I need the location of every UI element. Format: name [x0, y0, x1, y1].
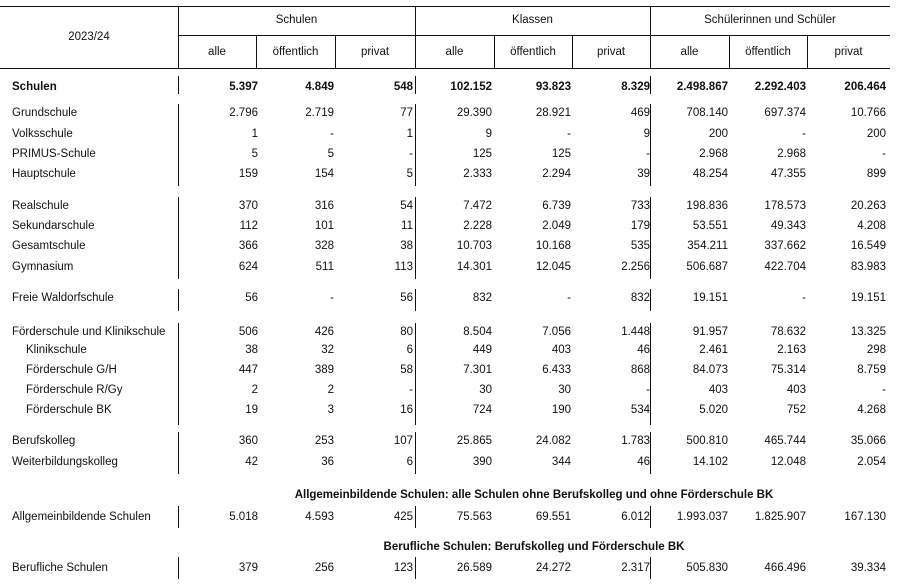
table-cell: -	[882, 148, 886, 160]
table-cell: 48.254	[692, 168, 728, 180]
subheader-klassen-oeffentlich: öffentlich	[510, 46, 556, 58]
row-label: Gesamtschule	[12, 240, 86, 252]
table-cell: 54	[400, 200, 413, 212]
table-cell: 449	[472, 344, 492, 356]
table-cell: 24.272	[535, 562, 571, 574]
table-cell: 20.263	[850, 200, 886, 212]
table-cell: 7.472	[463, 200, 492, 212]
table-cell: 328	[314, 240, 334, 252]
table-cell: -	[646, 384, 650, 396]
table-cell: -	[330, 128, 334, 140]
year-label: 2023/24	[68, 31, 110, 43]
table-cell: 422.704	[764, 261, 806, 273]
row-label: Sekundarschule	[12, 220, 95, 232]
table-cell: 5	[251, 148, 258, 160]
row-label: Förderschule R/Gy	[26, 384, 123, 396]
table-cell: 19.151	[692, 292, 728, 304]
table-cell: 6.739	[542, 200, 571, 212]
table-cell: 154	[314, 168, 334, 180]
block-divider	[650, 432, 651, 474]
block-divider	[650, 557, 651, 579]
table-cell: 624	[238, 261, 258, 273]
block-divider	[415, 104, 416, 186]
table-cell: 10.766	[850, 107, 886, 119]
table-cell: 2.163	[777, 344, 806, 356]
table-cell: 178.573	[764, 200, 806, 212]
subheader-klassen-alle: alle	[445, 46, 464, 58]
header-bottom-rule	[0, 68, 890, 69]
table-cell: 465.744	[764, 435, 806, 447]
subheader-schueler-privat: privat	[834, 46, 863, 58]
block-divider	[178, 104, 179, 186]
table-cell: 752	[786, 404, 806, 416]
table-cell: 1	[251, 128, 258, 140]
table-cell: 19	[245, 404, 258, 416]
table-cell: -	[802, 128, 806, 140]
table-cell: 125	[551, 148, 571, 160]
table-cell: 198.836	[686, 200, 728, 212]
block-divider	[650, 289, 651, 311]
table-cell: 733	[630, 200, 650, 212]
table-cell: -	[409, 148, 413, 160]
table-cell: 354.211	[687, 240, 728, 252]
table-cell: 2.292.403	[754, 81, 806, 93]
table-cell: 2.461	[699, 344, 728, 356]
table-cell: 4.268	[857, 404, 886, 416]
table-cell: 200	[866, 128, 886, 140]
block-divider	[650, 506, 651, 528]
table-cell: 56	[400, 292, 413, 304]
table-cell: 16	[400, 404, 413, 416]
table-cell: 107	[393, 435, 413, 447]
subheader-klassen-privat: privat	[596, 46, 626, 58]
table-cell: 6	[406, 456, 413, 468]
block-divider	[178, 76, 179, 94]
table-cell: 447	[238, 364, 258, 376]
group-header-klassen: Klassen	[512, 14, 553, 26]
table-cell: 2.049	[542, 220, 571, 232]
table-cell: -	[567, 128, 571, 140]
table-cell: 29.390	[456, 107, 492, 119]
table-cell: 298	[866, 344, 886, 356]
table-cell: 256	[314, 562, 334, 574]
table-cell: 868	[630, 364, 650, 376]
table-cell: 39	[637, 168, 650, 180]
row-label: Gymnasium	[12, 261, 74, 273]
row-label: Klinikschule	[26, 344, 87, 356]
table-cell: 206.464	[844, 81, 886, 93]
table-cell: 506.687	[686, 261, 728, 273]
table-cell: 1.448	[621, 326, 650, 338]
table-cell: 2.498.867	[676, 81, 728, 93]
table-cell: 5.397	[229, 81, 258, 93]
table-cell: 30	[558, 384, 571, 396]
table-cell: 505.830	[686, 562, 728, 574]
table-cell: 506	[238, 326, 258, 338]
table-cell: 4.208	[857, 220, 886, 232]
block-divider	[650, 76, 651, 94]
table-cell: -	[409, 384, 413, 396]
block-divider	[178, 557, 179, 579]
block-divider	[415, 432, 416, 474]
table-cell: 2.333	[463, 168, 492, 180]
block-divider	[415, 289, 416, 311]
table-cell: 38	[400, 240, 413, 252]
row-label: Allgemeinbildende Schulen	[12, 511, 151, 523]
table-cell: 6	[406, 344, 413, 356]
table-cell: 19.151	[850, 292, 886, 304]
row-label: Volksschule	[12, 128, 73, 140]
table-cell: 56	[245, 292, 258, 304]
table-cell: 1	[406, 128, 413, 140]
table-cell: 84.073	[692, 364, 728, 376]
table-cell: 46	[637, 344, 650, 356]
group-header-schueler: Schülerinnen und Schüler	[704, 14, 836, 26]
table-cell: 78.632	[770, 326, 806, 338]
table-cell: 101	[314, 220, 334, 232]
header-top-rule	[0, 6, 890, 7]
subheader-schulen-privat: privat	[360, 46, 390, 58]
table-cell: 190	[551, 404, 571, 416]
row-label: Weiterbildungskolleg	[12, 456, 118, 468]
block-divider	[178, 506, 179, 528]
table-cell: 344	[551, 456, 571, 468]
table-cell: 58	[400, 364, 413, 376]
table-cell: 2	[251, 384, 258, 396]
row-label: Förderschule G/H	[26, 364, 117, 376]
table-cell: 832	[630, 292, 650, 304]
table-cell: 390	[472, 456, 492, 468]
table-cell: 49.343	[770, 220, 806, 232]
table-cell: -	[802, 292, 806, 304]
table-cell: 5.018	[229, 511, 258, 523]
table-cell: 10.703	[456, 240, 492, 252]
table-cell: 2.054	[857, 456, 886, 468]
table-cell: 548	[393, 81, 413, 93]
table-cell: 25.865	[456, 435, 492, 447]
row-label: Förderschule und Klinikschule	[12, 326, 166, 338]
table-cell: 113	[394, 261, 413, 273]
table-cell: 4.593	[305, 511, 334, 523]
table-cell: 899	[866, 168, 886, 180]
table-cell: 14.301	[456, 261, 492, 273]
table-cell: -	[882, 384, 886, 396]
table-cell: 389	[314, 364, 334, 376]
table-cell: 8.759	[857, 364, 886, 376]
row-label: Förderschule BK	[26, 404, 112, 416]
table-cell: 179	[630, 220, 650, 232]
block-divider	[650, 323, 651, 425]
table-cell: 2.228	[463, 220, 492, 232]
table-cell: 47.355	[770, 168, 806, 180]
table-cell: -	[330, 292, 334, 304]
table-cell: 10.168	[535, 240, 571, 252]
table-cell: 36	[321, 456, 334, 468]
row-label: Berufliche Schulen	[12, 562, 108, 574]
table-cell: -	[646, 148, 650, 160]
block-divider	[415, 506, 416, 528]
table-cell: 337.662	[764, 240, 806, 252]
table-cell: 4.849	[305, 81, 334, 93]
row-label: Freie Waldorfschule	[12, 292, 114, 304]
table-cell: 200	[708, 128, 728, 140]
table-cell: 159	[238, 168, 258, 180]
section-title-allgemeinbildend: Allgemeinbildende Schulen: alle Schulen ohne Berufskolleg und ohne Förderschule BK	[294, 489, 774, 501]
table-cell: 125	[472, 148, 492, 160]
table-cell: 9	[485, 128, 492, 140]
table-cell: 123	[393, 562, 413, 574]
table-cell: -	[567, 292, 571, 304]
table-cell: 83.983	[850, 261, 886, 273]
block-divider	[415, 76, 416, 94]
table-cell: 11	[401, 220, 413, 232]
table-cell: 724	[472, 404, 492, 416]
table-cell: 2.796	[229, 107, 258, 119]
table-cell: 534	[630, 404, 650, 416]
table-cell: 2.256	[621, 261, 650, 273]
table-cell: 5	[327, 148, 334, 160]
table-cell: 75.563	[456, 511, 492, 523]
table-cell: 3	[327, 404, 334, 416]
table-cell: 69.551	[535, 511, 571, 523]
table-cell: 1.993.037	[676, 511, 728, 523]
table-cell: 2	[327, 384, 334, 396]
table-cell: 35.066	[850, 435, 886, 447]
table-cell: 6.433	[542, 364, 571, 376]
table-cell: 425	[393, 511, 413, 523]
subheader-schueler-alle: alle	[680, 46, 699, 58]
table-cell: 26.589	[456, 562, 492, 574]
table-cell: 708.140	[686, 107, 728, 119]
table-cell: 102.152	[450, 81, 492, 93]
table-cell: 53.551	[692, 220, 728, 232]
table-cell: 77	[400, 107, 413, 119]
block-divider	[415, 323, 416, 425]
table-cell: 379	[238, 562, 258, 574]
table-cell: 535	[630, 240, 650, 252]
block-divider	[178, 197, 179, 279]
table-cell: 28.921	[535, 107, 571, 119]
table-cell: 112	[239, 220, 258, 232]
block-divider	[178, 323, 179, 425]
table-cell: 32	[321, 344, 334, 356]
table-cell: 403	[786, 384, 806, 396]
row-label: Grundschule	[12, 107, 78, 119]
row-label: PRIMUS-Schule	[12, 148, 96, 160]
subheader-schulen-alle: alle	[208, 46, 226, 58]
table-cell: 13.325	[850, 326, 886, 338]
table-cell: 7.301	[463, 364, 492, 376]
table-cell: 366	[238, 240, 258, 252]
table-cell: 500.810	[686, 435, 728, 447]
table-cell: 46	[637, 456, 650, 468]
table-cell: 42	[245, 456, 258, 468]
table-cell: 316	[314, 200, 334, 212]
table-cell: 426	[314, 326, 334, 338]
block-divider	[650, 104, 651, 186]
row-label: Berufskolleg	[12, 435, 76, 447]
table-cell: 9	[643, 128, 650, 140]
table-cell: 1.783	[621, 435, 650, 447]
table-cell: 93.823	[535, 81, 571, 93]
table-cell: 466.496	[764, 562, 806, 574]
table-cell: 253	[314, 435, 334, 447]
block-divider	[178, 289, 179, 311]
table-cell: 403	[708, 384, 728, 396]
table-cell: 2.968	[699, 148, 728, 160]
table-cell: 2.719	[305, 107, 334, 119]
block-divider	[650, 197, 651, 279]
table-cell: 14.102	[692, 456, 728, 468]
section-title-beruflich: Berufliche Schulen: Berufskolleg und Förderschule BK	[383, 541, 685, 553]
subheader-schueler-oeffentlich: öffentlich	[745, 46, 791, 58]
table-cell: 24.082	[535, 435, 571, 447]
table-cell: 5	[406, 168, 413, 180]
table-cell: 8.329	[621, 81, 650, 93]
table-cell: 511	[315, 261, 334, 273]
block-divider	[415, 557, 416, 579]
table-cell: 469	[630, 107, 650, 119]
table-cell: 75.314	[770, 364, 806, 376]
table-cell: 2.294	[542, 168, 571, 180]
block-divider	[178, 432, 179, 474]
table-cell: 360	[238, 435, 258, 447]
block-divider	[415, 197, 416, 279]
table-cell: 38	[245, 344, 258, 356]
table-cell: 30	[479, 384, 492, 396]
table-cell: 12.048	[770, 456, 806, 468]
table-cell: 2.317	[621, 562, 650, 574]
table-cell: 91.957	[692, 326, 728, 338]
table-cell: 832	[472, 292, 492, 304]
row-label: Realschule	[12, 200, 69, 212]
table-cell: 167.130	[844, 511, 886, 523]
table-cell: 2.968	[777, 148, 806, 160]
subheader-schulen-oeffentlich: öffentlich	[272, 46, 319, 58]
row-label: Schulen	[12, 81, 57, 93]
table-cell: 697.374	[764, 107, 806, 119]
table-cell: 370	[238, 200, 258, 212]
table-cell: 7.056	[542, 326, 571, 338]
table-cell: 39.334	[850, 562, 886, 574]
table-cell: 6.012	[621, 511, 650, 523]
table-cell: 5.020	[699, 404, 728, 416]
table-cell: 16.549	[850, 240, 886, 252]
table-cell: 403	[551, 344, 571, 356]
group-header-schulen: Schulen	[275, 14, 318, 26]
table-cell: 1.825.907	[754, 511, 806, 523]
table-cell: 12.045	[535, 261, 571, 273]
table-cell: 8.504	[463, 326, 492, 338]
row-label: Hauptschule	[12, 168, 76, 180]
table-cell: 80	[400, 326, 413, 338]
header-group-rule	[178, 35, 890, 36]
